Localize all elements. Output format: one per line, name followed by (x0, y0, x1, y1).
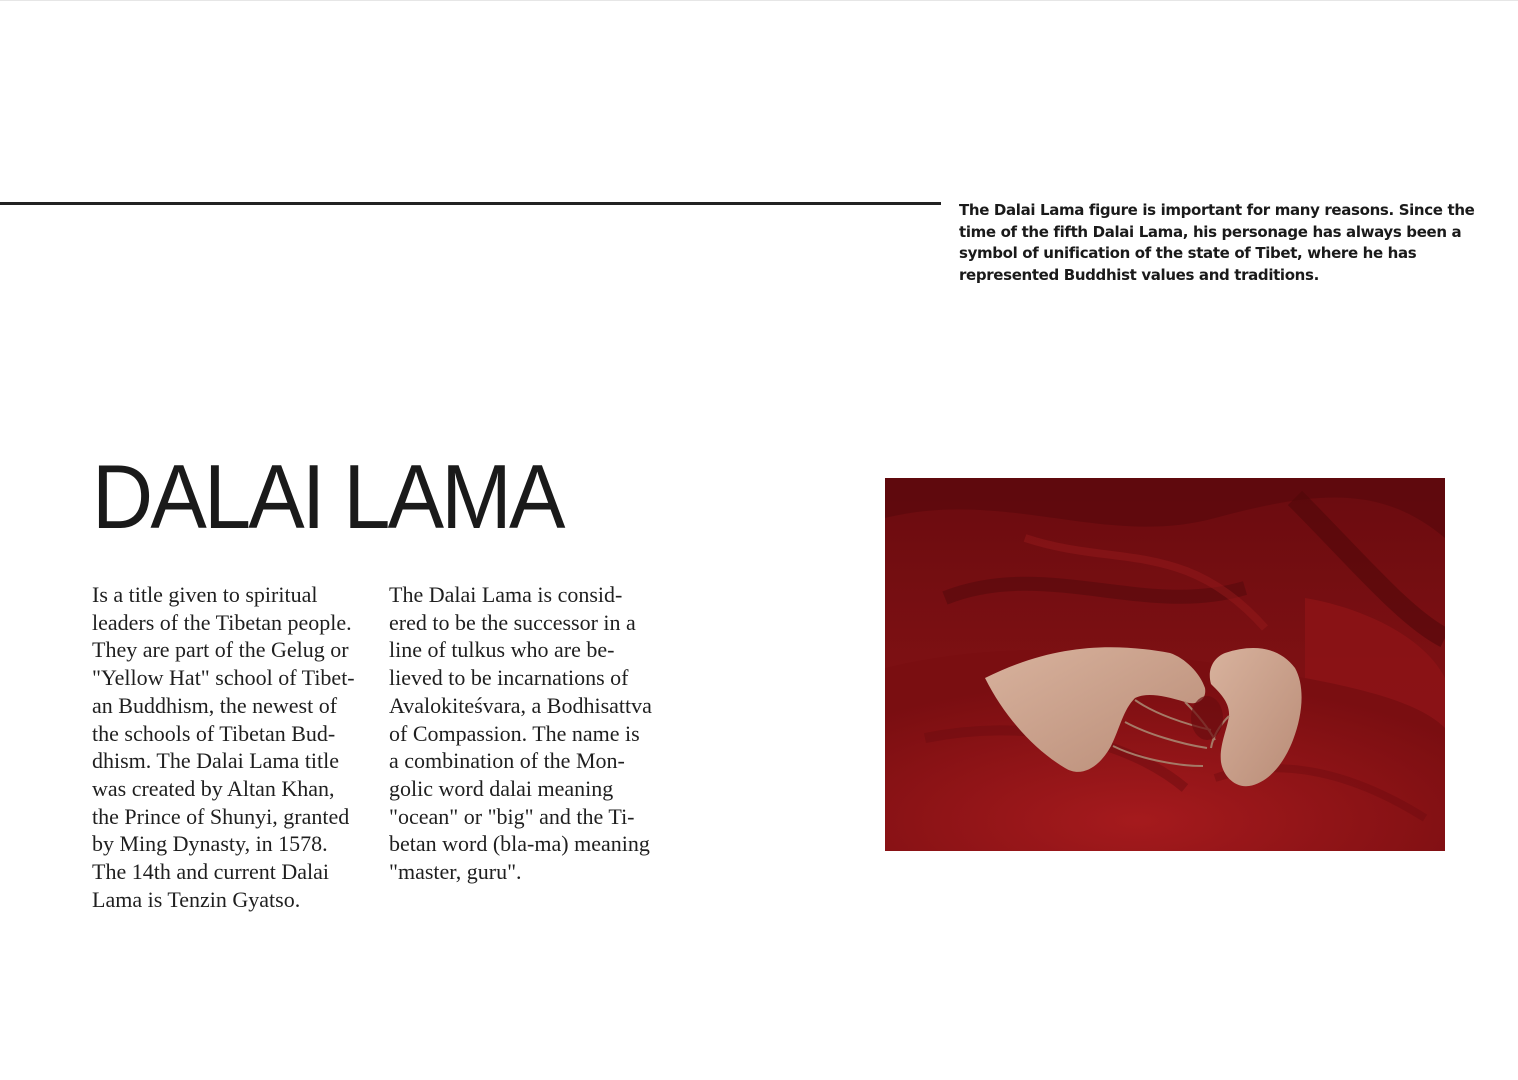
top-rule (0, 0, 1518, 1)
divider-line (0, 202, 941, 205)
article-column-2: The Dalai Lama is consid- ered to be the successor in a line of tulkus who are be- lieved to be incarnations of Avalokiteśvara, a Bodhisattva of Compassion. The name is a combination of the Mon- golic word dalai meaning "ocean" or "big" and the Ti- betan word (bla-ma) meaning "master, guru". (389, 582, 652, 885)
intro-paragraph: The Dalai Lama figure is important for many reasons. Since the time of the fifth Dalai Lama, his personage has always been a symbol of unification of the state of Tibet, where he has represented Buddhist values and traditions. (959, 201, 1475, 285)
monk-hands-illustration (885, 478, 1445, 851)
article-column-1: Is a title given to spiritual leaders of the Tibetan people. They are part of the Gelug or "Yellow Hat" school of Tibet- an Buddhism, the newest of the schools of Tibetan Bud- dhism. The Dalai Lama title was created by Altan Khan, the Prince of Shunyi, granted by Ming Dynasty, in 1578. The 14th and current Dalai Lama is Tenzin Gyatso. (92, 582, 355, 912)
monk-hands-photo (885, 478, 1445, 851)
page-title: DALAI LAMA (92, 447, 563, 548)
